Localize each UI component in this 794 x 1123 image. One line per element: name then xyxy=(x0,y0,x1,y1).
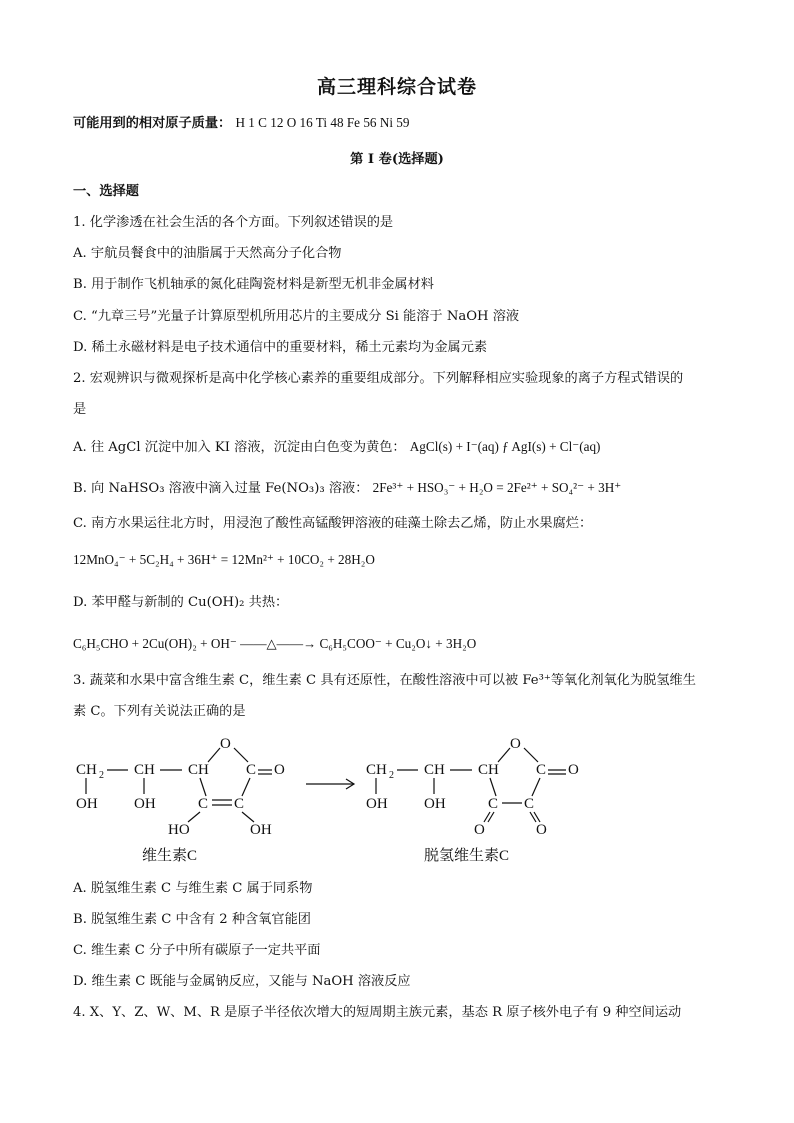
svg-text:OH: OH xyxy=(76,796,98,812)
q2-stem-line1: 2. 宏观辨识与微观探析是高中化学核心素养的重要组成部分。下列解释相应实验现象的离子方程式错误的 xyxy=(73,371,684,386)
reaction-arrow xyxy=(306,779,354,789)
svg-text:C: C xyxy=(488,796,499,812)
q2-option-b-text: B. 向 NaHSO₃ 溶液中滴入过量 Fe(NO₃)₃ 溶液： xyxy=(73,481,369,496)
svg-text:2: 2 xyxy=(389,770,394,781)
svg-text:HO: HO xyxy=(168,822,190,838)
q2-option-a-text: A. 往 AgCl 沉淀中加入 KI 溶液，沉淀由白色变为黄色： xyxy=(73,440,406,455)
svg-text:C: C xyxy=(198,796,209,812)
svg-text:CH: CH xyxy=(424,762,445,778)
svg-text:OH: OH xyxy=(366,796,388,812)
vitamin-c-structure xyxy=(76,736,285,838)
svg-text:O: O xyxy=(536,822,547,838)
atomic-mass-label: 可能用到的相对原子质量： xyxy=(73,116,232,131)
svg-text:CH: CH xyxy=(188,762,209,778)
svg-text:C: C xyxy=(524,796,535,812)
vitamin-c-label: 维生素C xyxy=(142,848,198,864)
svg-text:CH: CH xyxy=(76,762,97,778)
q4-stem: 4. X、Y、Z、W、M、R 是原子半径依次增大的短周期主族元素，基态 R 原子核外电子有 9 种空间运动 xyxy=(73,1005,682,1020)
atomic-mass-line xyxy=(73,114,410,133)
atomic-mass-values: H 1 C 12 O 16 Ti 48 Fe 56 Ni 59 xyxy=(235,115,410,130)
svg-text:OH: OH xyxy=(424,796,446,812)
svg-text:C: C xyxy=(536,762,547,778)
volume-heading: 第 I 卷(选择题) xyxy=(350,152,444,167)
q2-option-a xyxy=(73,438,600,457)
dehydro-vitamin-c-label: 脱氢维生素C xyxy=(424,848,510,864)
q1-option-d: D. 稀土永磁材料是电子技术通信中的重要材料，稀土元素均为金属元素 xyxy=(73,340,488,355)
q3-option-c: C. 维生素 C 分子中所有碳原子一定共平面 xyxy=(73,943,321,958)
dehydro-vitamin-c-structure xyxy=(366,736,579,838)
svg-text:O: O xyxy=(510,736,521,752)
q2-option-d: D. 苯甲醛与新制的 Cu(OH)₂ 共热： xyxy=(73,595,289,610)
svg-text:OH: OH xyxy=(134,796,156,812)
q2-option-c-equation: 12MnO₄⁻ + 5C₂H₄ + 36H⁺ = 12Mn²⁺ + 10CO₂ + 28H₂O xyxy=(73,552,375,567)
q3-option-b: B. 脱氢维生素 C 中含有 2 种含氧官能团 xyxy=(73,912,311,927)
svg-text:C: C xyxy=(234,796,245,812)
svg-text:O: O xyxy=(274,762,285,778)
svg-text:CH: CH xyxy=(366,762,387,778)
q1-option-b: B. 用于制作飞机轴承的氮化硅陶瓷材料是新型无机非金属材料 xyxy=(73,277,434,292)
q3-option-d: D. 维生素 C 既能与金属钠反应，又能与 NaOH 溶液反应 xyxy=(73,974,411,989)
svg-text:CH: CH xyxy=(134,762,155,778)
q2-option-b-equation: 2Fe³⁺ + HSO₃⁻ + H₂O = 2Fe²⁺ + SO₄²⁻ + 3H⁺ xyxy=(372,480,622,495)
page-title: 高三理科综合试卷 xyxy=(316,76,477,98)
svg-text:C: C xyxy=(246,762,257,778)
svg-text:O: O xyxy=(568,762,579,778)
q2-option-d-equation: C₆H₅CHO + 2Cu(OH)₂ + OH⁻ ——△——→ C₆H₅COO⁻ + Cu₂O↓ + 3H₂O xyxy=(73,636,477,651)
q1-option-a: A. 宇航员餐食中的油脂属于天然高分子化合物 xyxy=(73,246,342,261)
q2-option-b xyxy=(73,479,621,498)
q3-stem-line1: 3. 蔬菜和水果中富含维生素 C，维生素 C 具有还原性，在酸性溶液中可以被 Fe³⁺等氧化剂氧化为脱氢维生 xyxy=(73,673,696,688)
q2-option-a-equation: AgCl(s) + I⁻(aq) ƒ AgI(s) + Cl⁻(aq) xyxy=(409,439,601,454)
q1-stem: 1. 化学渗透在社会生活的各个方面。下列叙述错误的是 xyxy=(73,215,394,230)
q1-option-c: C. “九章三号”光量子计算原型机所用芯片的主要成分 Si 能溶于 NaOH 溶液 xyxy=(73,309,520,324)
svg-text:O: O xyxy=(474,822,485,838)
svg-text:O: O xyxy=(220,736,231,752)
section-heading: 一、选择题 xyxy=(73,184,139,199)
q3-option-a: A. 脱氢维生素 C 与维生素 C 属于同系物 xyxy=(73,881,313,896)
svg-text:OH: OH xyxy=(250,822,272,838)
svg-text:2: 2 xyxy=(99,770,104,781)
svg-text:CH: CH xyxy=(478,762,499,778)
q2-stem-line2: 是 xyxy=(73,402,87,417)
q3-stem-line2: 素 C。下列有关说法正确的是 xyxy=(73,704,246,719)
vitamin-c-oxidation-structures xyxy=(60,728,620,878)
q2-option-c: C. 南方水果运往北方时，用浸泡了酸性高锰酸钾溶液的硅藻土除去乙烯，防止水果腐烂： xyxy=(73,516,593,531)
